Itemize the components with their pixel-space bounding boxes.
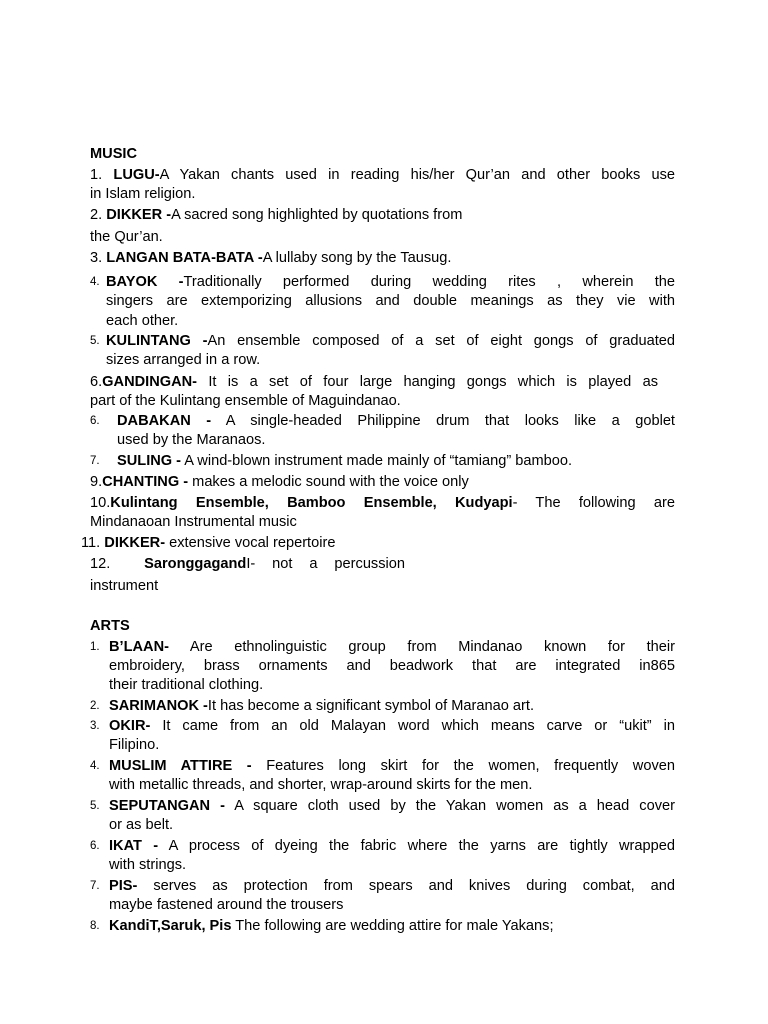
arts-item-blaan-cont2: their traditional clothing. xyxy=(109,677,264,693)
list-number: 7. xyxy=(90,455,100,467)
music-item-dikker-cont: the Qur’an. xyxy=(90,229,163,245)
arts-item-muslim-attire-cont: with metallic threads, and shorter, wrap-around skirts for the men. xyxy=(109,777,533,793)
music-item-gandingan: 6.GANDINGAN- It is a set of four large hanging gongs which is played as xyxy=(90,374,658,390)
arts-item-sarimanok: SARIMANOK -It has become a significant symbol of Maranao art. xyxy=(109,698,535,714)
music-item-ensembles-text-2: Mindanaoan Instrumental music xyxy=(90,514,297,530)
music-item-gandingan-cont: part of the Kulintang ensemble of Maguindanao. xyxy=(90,393,401,409)
music-item-dikker: 2. DIKKER -A sacred song highlighted by quotations from xyxy=(90,207,463,223)
arts-item-seputangan: SEPUTANGAN - A square cloth used by the Yakan women as a head cover xyxy=(109,798,675,814)
list-number: 6. xyxy=(90,415,100,427)
music-item-chanting: 9.CHANTING - makes a melodic sound with the voice only xyxy=(90,474,469,490)
music-item-ensembles-text: - The following are xyxy=(512,495,675,511)
music-item-saronggagand-cont: instrument xyxy=(90,578,159,594)
music-item-kulintang-cont: sizes arranged in a row. xyxy=(106,352,261,368)
list-number: 5. xyxy=(90,800,100,812)
music-item-bayok: BAYOK -Traditionally performed during wedding rites , wherein the xyxy=(106,274,675,290)
music-item-ensembles: 10.Kulintang Ensemble, Bamboo Ensemble, Kudyapi- The following are xyxy=(90,495,675,511)
music-item-lugu: 1. LUGU-A Yakan chants used in reading his/her Qur’an and other books use xyxy=(90,167,675,183)
list-number: 5. xyxy=(90,335,100,347)
arts-item-seputangan-cont: or as belt. xyxy=(109,817,174,833)
arts-item-okir: OKIR- It came from an old Malayan word which means carve or “ukit” in xyxy=(109,718,675,734)
arts-item-ikat: IKAT - A process of dyeing the fabric where the yarns are tightly wrapped xyxy=(109,838,675,854)
music-item-kulintang: KULINTANG -An ensemble composed of a set of eight gongs of graduated xyxy=(106,333,675,349)
list-number: 4. xyxy=(90,276,100,288)
arts-item-blaan: B’LAAN- Are ethnolinguistic group from Mindanao known for their xyxy=(109,639,675,655)
music-item-bayok-cont2: each other. xyxy=(106,313,179,329)
arts-item-muslim-attire: MUSLIM ATTIRE - Features long skirt for the women, frequently woven xyxy=(109,758,675,774)
arts-item-pis-cont: maybe fastened around the trousers xyxy=(109,897,344,913)
arts-item-pis: PIS- serves as protection from spears and knives during combat, and xyxy=(109,878,675,894)
arts-item-ikat-cont: with strings. xyxy=(109,857,187,873)
music-item-suling: SULING - A wind-blown instrument made mainly of “tamiang” bamboo. xyxy=(117,453,573,469)
arts-item-okir-cont: Filipino. xyxy=(109,737,160,753)
list-number: 2. xyxy=(90,700,100,712)
music-item-saronggagand: 12. SaronggagandI- not a percussion xyxy=(90,556,406,572)
arts-item-kandit: KandiT,Saruk, Pis The following are wedding attire for male Yakans; xyxy=(109,918,554,934)
list-number: 7. xyxy=(90,880,100,892)
music-item-dabakan: DABAKAN - A single-headed Philippine drum that looks like a goblet xyxy=(117,413,675,429)
list-number: 6. xyxy=(90,840,100,852)
list-number: 1. xyxy=(90,641,100,653)
list-number: 4. xyxy=(90,760,100,772)
arts-heading: ARTS xyxy=(90,618,130,634)
arts-item-blaan-cont: embroidery, brass ornaments and beadwork that are integrated in865 xyxy=(109,658,675,674)
list-number: 8. xyxy=(90,920,100,932)
music-item-bayok-cont: singers are extemporizing allusions and double meanings as they vie with xyxy=(106,293,675,309)
music-item-ensembles-cont xyxy=(90,513,297,533)
music-item-langan: 3. LANGAN BATA-BATA -A lullaby song by the Tausug. xyxy=(90,250,452,266)
music-item-dabakan-cont: used by the Maranaos. xyxy=(117,432,266,448)
music-item-lugu-cont: in Islam religion. xyxy=(90,186,196,202)
music-item-dikker-2: 11. DIKKER- extensive vocal repertoire xyxy=(81,535,336,551)
list-number: 3. xyxy=(90,720,100,732)
music-heading: MUSIC xyxy=(90,146,138,162)
